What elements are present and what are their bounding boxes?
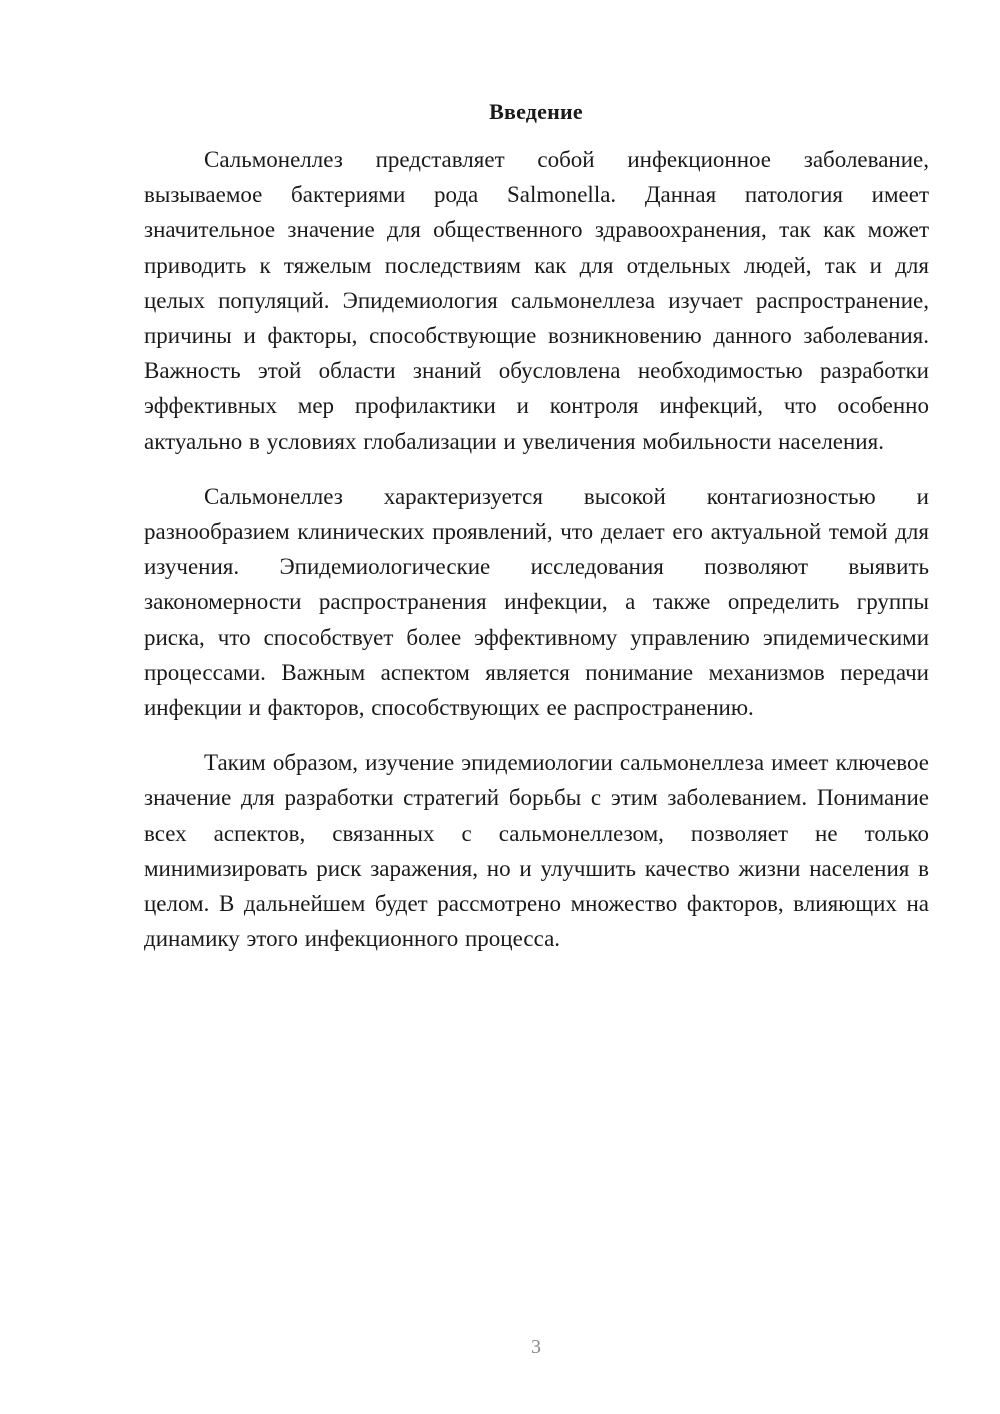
section-title: Введение [489,99,583,124]
paragraph-3: Таким образом, изучение эпидемиологии сальмонеллеза имеет ключевое значение для разработки стратегий борьбы с этим заболеванием. Понимание всех аспектов, связанных с сальмонеллезом, позволяет не только минимизировать риск заражения, но и улучшить качество жизни населения в целом. В дальнейшем будет рассмотрено множество факторов, влияющих на динамику этого инфекционного процесса. [144,750,929,952]
page-number: 3 [531,1336,541,1358]
body-text [144,142,929,976]
paragraph-2: Сальмонеллез характеризуется высокой контагиозностью и разнообразием клинических проявлений, что делает его актуальной темой для изучения. Эпидемиологические исследования позволяют выявить закономерности распространения инфекции, а также определить группы риска, что способствует более эффективному управлению эпидемическими процессами. Важным аспектом является понимание механизмов передачи инфекции и факторов, способствующих ее распространению. [144,483,929,721]
paragraph-1: Сальмонеллез представляет собой инфекционное заболевание, вызываемое бактериями рода Salmonella. Данная патология имеет значительное значение для общественного здравоохранения, так как может приводить к тяжелым последствиям как для отдельных людей, так и для целых популяций. Эпидемиология сальмонеллеза изучает распространение, причины и факторы, способствующие возникновению данного заболевания. Важность этой области знаний обусловлена необходимостью разработки эффективных мер профилактики и контроля инфекций, что особенно актуально в условиях глобализации и увеличения мобильности населения. [144,147,929,454]
